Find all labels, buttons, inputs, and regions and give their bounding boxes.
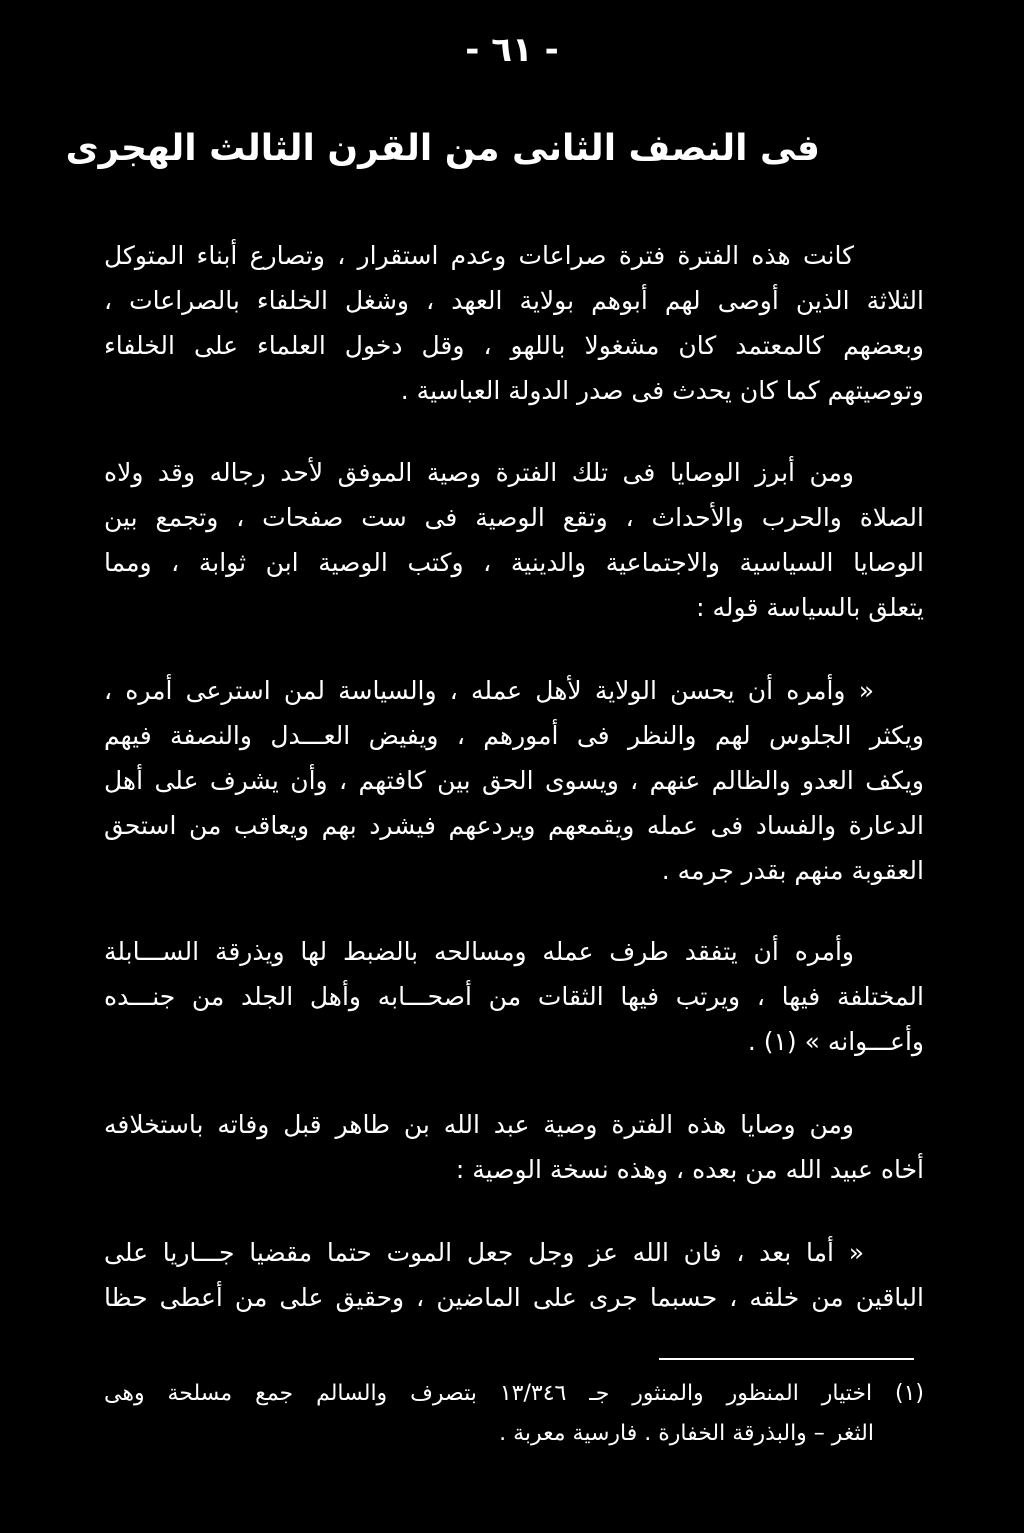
- text-line: الباقين من خلقه ، حسبما جرى على الماضين ، وحقيق على من أعطى حظا: [104, 1283, 924, 1312]
- text-line: وأمره أن يتفقد طرف عمله ومسالحه بالضبط لها ويذرقة الســـابلة: [104, 937, 854, 966]
- text-line: ويكف العدو والظالم عنهم ، ويسوى الحق بين كافتهم ، وأن يشرف على أهل: [104, 766, 924, 795]
- text-line: أخاه عبيد الله من بعده ، وهذه نسخة الوصية :: [455, 1155, 924, 1184]
- page-number: - ٦١ -: [465, 30, 559, 70]
- chapter-title: فى النصف الثانى من القرن الثالث الهجرى: [65, 128, 820, 169]
- text-line: الدعارة والفساد فى عمله ويقمعهم ويردعهم فيشرد بهم ويعاقب من استحق: [104, 811, 924, 840]
- text-line: العقوبة منهم بقدر جرمه .: [661, 856, 924, 885]
- text-line: المختلفة فيها ، ويرتب فيها الثقات من أصحـــابه وأهل الجلد من جنـــده: [104, 982, 924, 1011]
- text-line: الصلاة والحرب والأحداث ، وتقع الوصية فى ست صفحات ، وتجمع بين: [104, 503, 924, 532]
- text-line: كانت هذه الفترة فترة صراعات وعدم استقرار ، وتصارع أبناء المتوكل: [104, 241, 854, 270]
- quote-paragraph: [104, 929, 924, 1064]
- text-line: الوصايا السياسية والاجتماعية والدينية ، وكتب الوصية ابن ثوابة ، ومما: [104, 548, 924, 577]
- footnote-line: الثغر – والبذرقة الخفارة . فارسية معربة .: [499, 1421, 874, 1446]
- text-line: ومن أبرز الوصايا فى تلك الفترة وصية الموفق لأحد رجاله وقد ولاه: [104, 458, 854, 487]
- paragraph: [104, 233, 924, 413]
- text-line: « وأمره أن يحسن الولاية لأهل عمله ، والسياسة لمن استرعى أمره ،: [104, 676, 874, 705]
- footnote-divider: [659, 1358, 914, 1360]
- text-line: وبعضهم كالمعتمد كان مشغولا باللهو ، وقل دخول العلماء على الخلفاء: [104, 331, 924, 360]
- text-line: الثلاثة الذين أوصى لهم أبوهم بولاية العهد ، وشغل الخلفاء بالصراعات ،: [104, 286, 924, 315]
- quote-paragraph: [104, 668, 924, 893]
- text-line: وتوصيتهم كما كان يحدث فى صدر الدولة العباسية .: [400, 376, 924, 405]
- text-line: يتعلق بالسياسة قوله :: [696, 593, 924, 622]
- quote-paragraph: [104, 1230, 924, 1320]
- text-line: ويكثر الجلوس لهم والنظر فى أمورهم ، ويفيض العـــدل والنصفة فيهم: [104, 721, 924, 750]
- footnotes: [104, 1374, 924, 1454]
- paragraph: [104, 450, 924, 630]
- paragraph: [104, 1102, 924, 1192]
- text-line: ومن وصايا هذه الفترة وصية عبد الله بن طاهر قبل وفاته باستخلافه: [104, 1110, 854, 1139]
- text-line: وأعـــوانه » (١) .: [747, 1027, 924, 1056]
- text-line: « أما بعد ، فان الله عز وجل جعل الموت حتما مقضيا جـــاريا على: [104, 1238, 864, 1267]
- footnote-line: (١) اختيار المنظور والمنثور جـ ١٣/٣٤٦ بتصرف والسالم جمع مسلحة وهى: [104, 1381, 924, 1406]
